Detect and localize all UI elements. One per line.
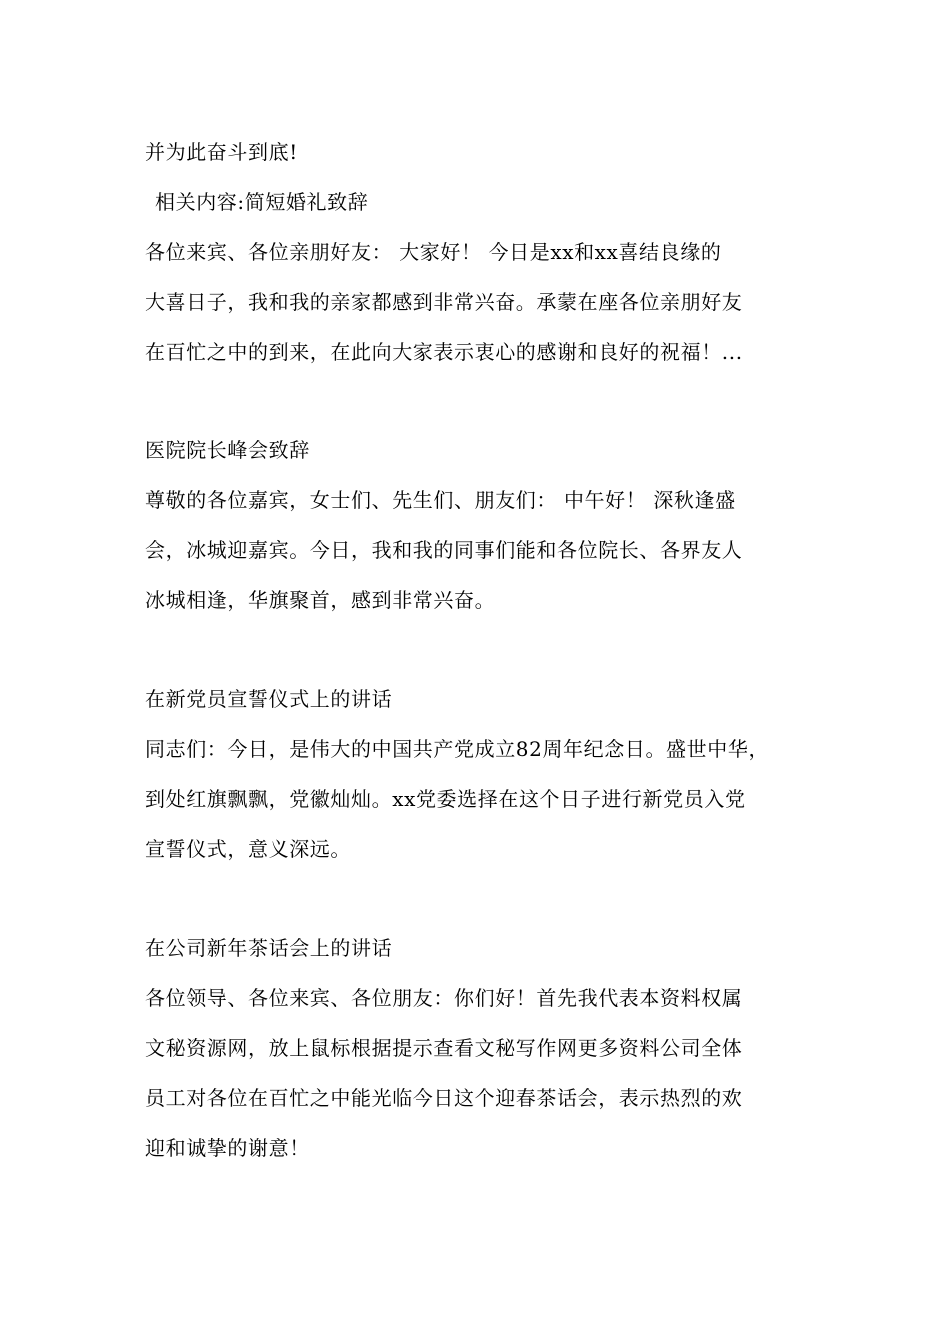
paragraph-line: 同志们：今日，是伟大的中国共产党成立82周年纪念日。盛世中华， (145, 737, 770, 761)
section-title: 在新党员宣誓仪式上的讲话 (145, 687, 393, 711)
paragraph-line: 文秘资源网，放上鼠标根据提示查看文秘写作网更多资料公司全体 (145, 1036, 743, 1060)
paragraph-line: 到处红旗飘飘，党徽灿灿。xx党委选择在这个日子进行新党员入党 (145, 787, 746, 811)
paragraph-line: 在百忙之中的到来，在此向大家表示衷心的感谢和良好的祝福！... (145, 340, 743, 364)
related-content-line: 相关内容:简短婚礼致辞 (155, 190, 369, 214)
closing-line: 并为此奋斗到底! (145, 140, 298, 164)
paragraph-line: 大喜日子，我和我的亲家都感到非常兴奋。承蒙在座各位亲朋好友 (145, 290, 743, 314)
paragraph-line: 尊敬的各位嘉宾，女士们、先生们、朋友们： 中午好！ 深秋逢盛 (145, 488, 736, 512)
paragraph-line: 迎和诚挚的谢意！ (145, 1136, 310, 1160)
section-title: 医院院长峰会致辞 (145, 438, 310, 462)
paragraph-line: 各位领导、各位来宾、各位朋友：你们好！首先我代表本资料权属 (145, 986, 743, 1010)
paragraph-line: 宣誓仪式，意义深远。 (145, 837, 351, 861)
section-title: 在公司新年茶话会上的讲话 (145, 936, 393, 960)
paragraph-line: 会，冰城迎嘉宾。今日，我和我的同事们能和各位院长、各界友人 (145, 538, 743, 562)
paragraph-line: 员工对各位在百忙之中能光临今日这个迎春茶话会，表示热烈的欢 (145, 1086, 743, 1110)
paragraph-line: 冰城相逢，华旗聚首，感到非常兴奋。 (145, 588, 496, 612)
paragraph-line: 各位来宾、各位亲朋好友： 大家好！ 今日是xx和xx喜结良缘的 (145, 240, 722, 264)
